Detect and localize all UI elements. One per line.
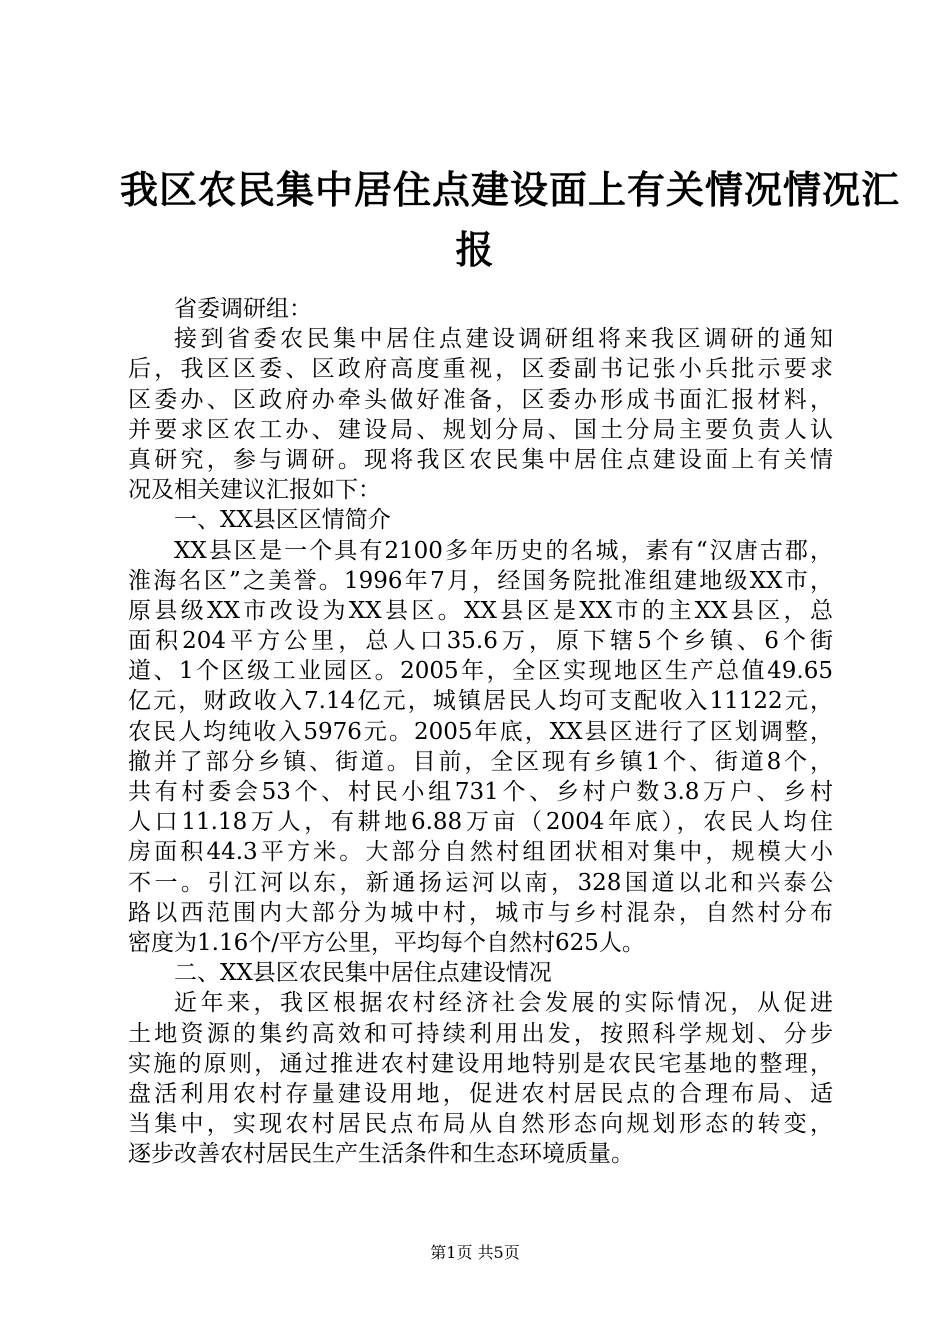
- paragraph-line: 撤并了部分乡镇、街道。目前，全区现有乡镇1个、街道8个，: [128, 748, 833, 775]
- paragraph-line: 区委办、区政府办牵头做好准备，区委办形成书面汇报材料，: [128, 386, 833, 413]
- paragraph-line: 接到省委农民集中居住点建设调研组将来我区调研的通知: [174, 326, 833, 353]
- document-title: [120, 160, 901, 280]
- paragraph-line: 人口11.18万人，有耕地6.88万亩（2004年底），农民人均住: [128, 809, 833, 836]
- paragraph-line: 道、1个区级工业园区。2005年，全区实现地区生产总值49.65: [128, 658, 833, 685]
- paragraph-line: 亿元，财政收入7.14亿元，城镇居民人均可支配收入11122元，: [128, 688, 833, 715]
- paragraph-line: 盘活利用农村存量建设用地，促进农村居民点的合理布局、适: [128, 1080, 833, 1107]
- paragraph-line: 原县级XX市改设为XX县区。XX县区是XX市的主XX县区，总: [128, 597, 833, 624]
- paragraph-line: 并要求区农工办、建设局、规划分局、国土分局主要负责人认: [128, 416, 833, 443]
- paragraph-line: 淮海名区”之美誉。1996年7月，经国务院批准组建地级XX市，: [128, 567, 833, 594]
- paragraph-line: 实施的原则，通过推进农村建设用地特别是农民宅基地的整理，: [128, 1050, 833, 1077]
- page-footer: 第1页 共5页: [430, 1243, 520, 1262]
- paragraph-line: 后，我区区委、区政府高度重视，区委副书记张小兵批示要求: [128, 356, 833, 383]
- paragraph-line: 农民人均纯收入5976元。2005年底，XX县区进行了区划调整，: [128, 718, 833, 745]
- paragraph-line: 真研究，参与调研。现将我区农民集中居住点建设面上有关情: [128, 446, 833, 473]
- title-line: 我区农民集中居住点建设面上有关情况情况汇: [120, 167, 901, 212]
- title-line: 报: [455, 227, 495, 272]
- paragraph-line: 房面积44.3平方米。大部分自然村组团状相对集中，规模大小: [128, 839, 833, 866]
- paragraph-line: XX县区是一个具有2100多年历史的名城，素有“汉唐古郡，: [174, 537, 833, 564]
- paragraph-line: 土地资源的集约高效和可持续利用出发，按照科学规划、分步: [128, 1020, 833, 1047]
- section-heading: 二、XX县区农民集中居住点建设情况: [174, 960, 552, 987]
- paragraph-line: 面积204平方公里，总人口35.6万，原下辖5个乡镇、6个街: [128, 628, 833, 655]
- document-body: [128, 294, 833, 1169]
- paragraph-line: 况及相关建议汇报如下：: [128, 477, 381, 504]
- salutation: 省委调研组：: [174, 296, 312, 322]
- paragraph-line: 共有村委会53个、村民小组731个、乡村户数3.8万户、乡村: [128, 779, 833, 805]
- section-heading: 一、XX县区区情简介: [174, 507, 391, 534]
- paragraph-line: 路以西范围内大部分为城中村，城市与乡村混杂，自然村分布: [128, 899, 833, 926]
- paragraph-line: 近年来，我区根据农村经济社会发展的实际情况，从促进: [174, 990, 833, 1017]
- paragraph-line: 逐步改善农村居民生产生活条件和生态环境质量。: [128, 1141, 634, 1168]
- paragraph-line: 当集中，实现农村居民点布局从自然形态向规划形态的转变，: [128, 1111, 833, 1138]
- paragraph-line: 密度为1.16个/平方公里，平均每个自然村625人。: [128, 929, 645, 956]
- paragraph-line: 不一。引江河以东，新通扬运河以南，328国道以北和兴泰公: [128, 869, 833, 896]
